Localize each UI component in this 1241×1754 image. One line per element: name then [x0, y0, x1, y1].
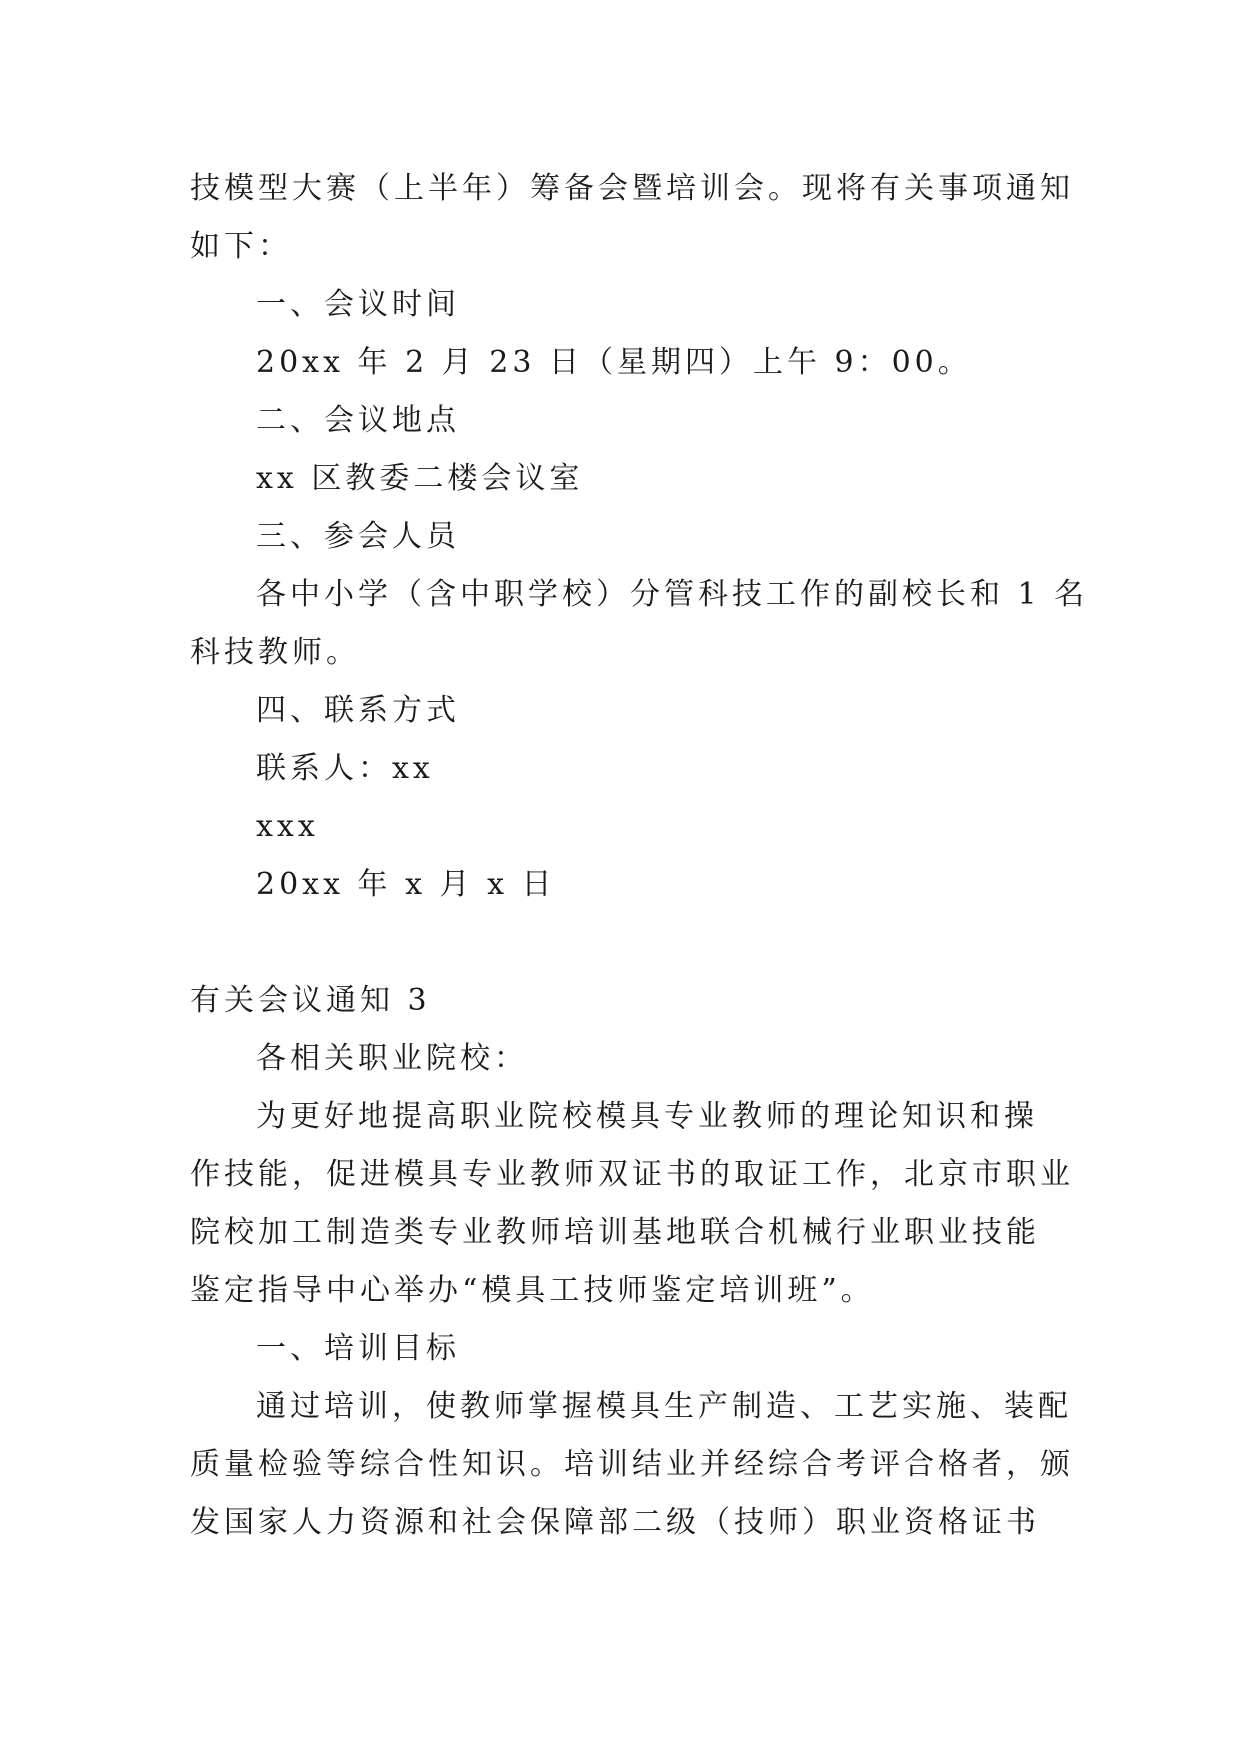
section1-title: 一、会议时间 — [256, 287, 460, 322]
intro-line-2: 如下： — [190, 229, 292, 264]
section2-body: xx 区教委二楼会议室 — [256, 461, 584, 496]
notice3-salutation: 各相关职业院校： — [256, 1041, 528, 1076]
notice3-paragraph-line-4: 鉴定指导中心举办“模具工技师鉴定培训班”。 — [190, 1273, 875, 1308]
notice3-title: 有关会议通知 3 — [190, 983, 431, 1018]
section3-title: 三、参会人员 — [256, 519, 460, 554]
section4-title: 四、联系方式 — [256, 693, 460, 728]
section3-body-line-1: 各中小学（含中职学校）分管科技工作的副校长和 1 名 — [256, 577, 1089, 612]
notice3-section1-title: 一、培训目标 — [256, 1331, 460, 1366]
contact-person: 联系人：xx — [256, 751, 434, 786]
notice3-paragraph-line-1: 为更好地提高职业院校模具专业教师的理论知识和操 — [256, 1099, 1038, 1134]
notice3-section1-line-3: 发国家人力资源和社会保障部二级（技师）职业资格证书 — [190, 1505, 1040, 1540]
notice3-section1-line-1: 通过培训，使教师掌握模具生产制造、工艺实施、装配 — [256, 1389, 1072, 1424]
document-date: 20xx 年 x 月 x 日 — [256, 867, 556, 902]
section1-body: 20xx 年 2 月 23 日（星期四）上午 9：00。 — [256, 345, 972, 380]
contact-value: xxx — [256, 809, 319, 844]
notice3-section1-line-2: 质量检验等综合性知识。培训结业并经综合考评合格者，颁 — [190, 1447, 1074, 1482]
notice3-paragraph-line-2: 作技能，促进模具专业教师双证书的取证工作，北京市职业 — [190, 1157, 1074, 1192]
section3-body-line-2: 科技教师。 — [190, 635, 360, 670]
section2-title: 二、会议地点 — [256, 403, 460, 438]
document-page — [190, 160, 1089, 1552]
intro-line-1: 技模型大赛（上半年）筹备会暨培训会。现将有关事项通知 — [190, 171, 1074, 206]
notice3-paragraph-line-3: 院校加工制造类专业教师培训基地联合机械行业职业技能 — [190, 1215, 1040, 1250]
